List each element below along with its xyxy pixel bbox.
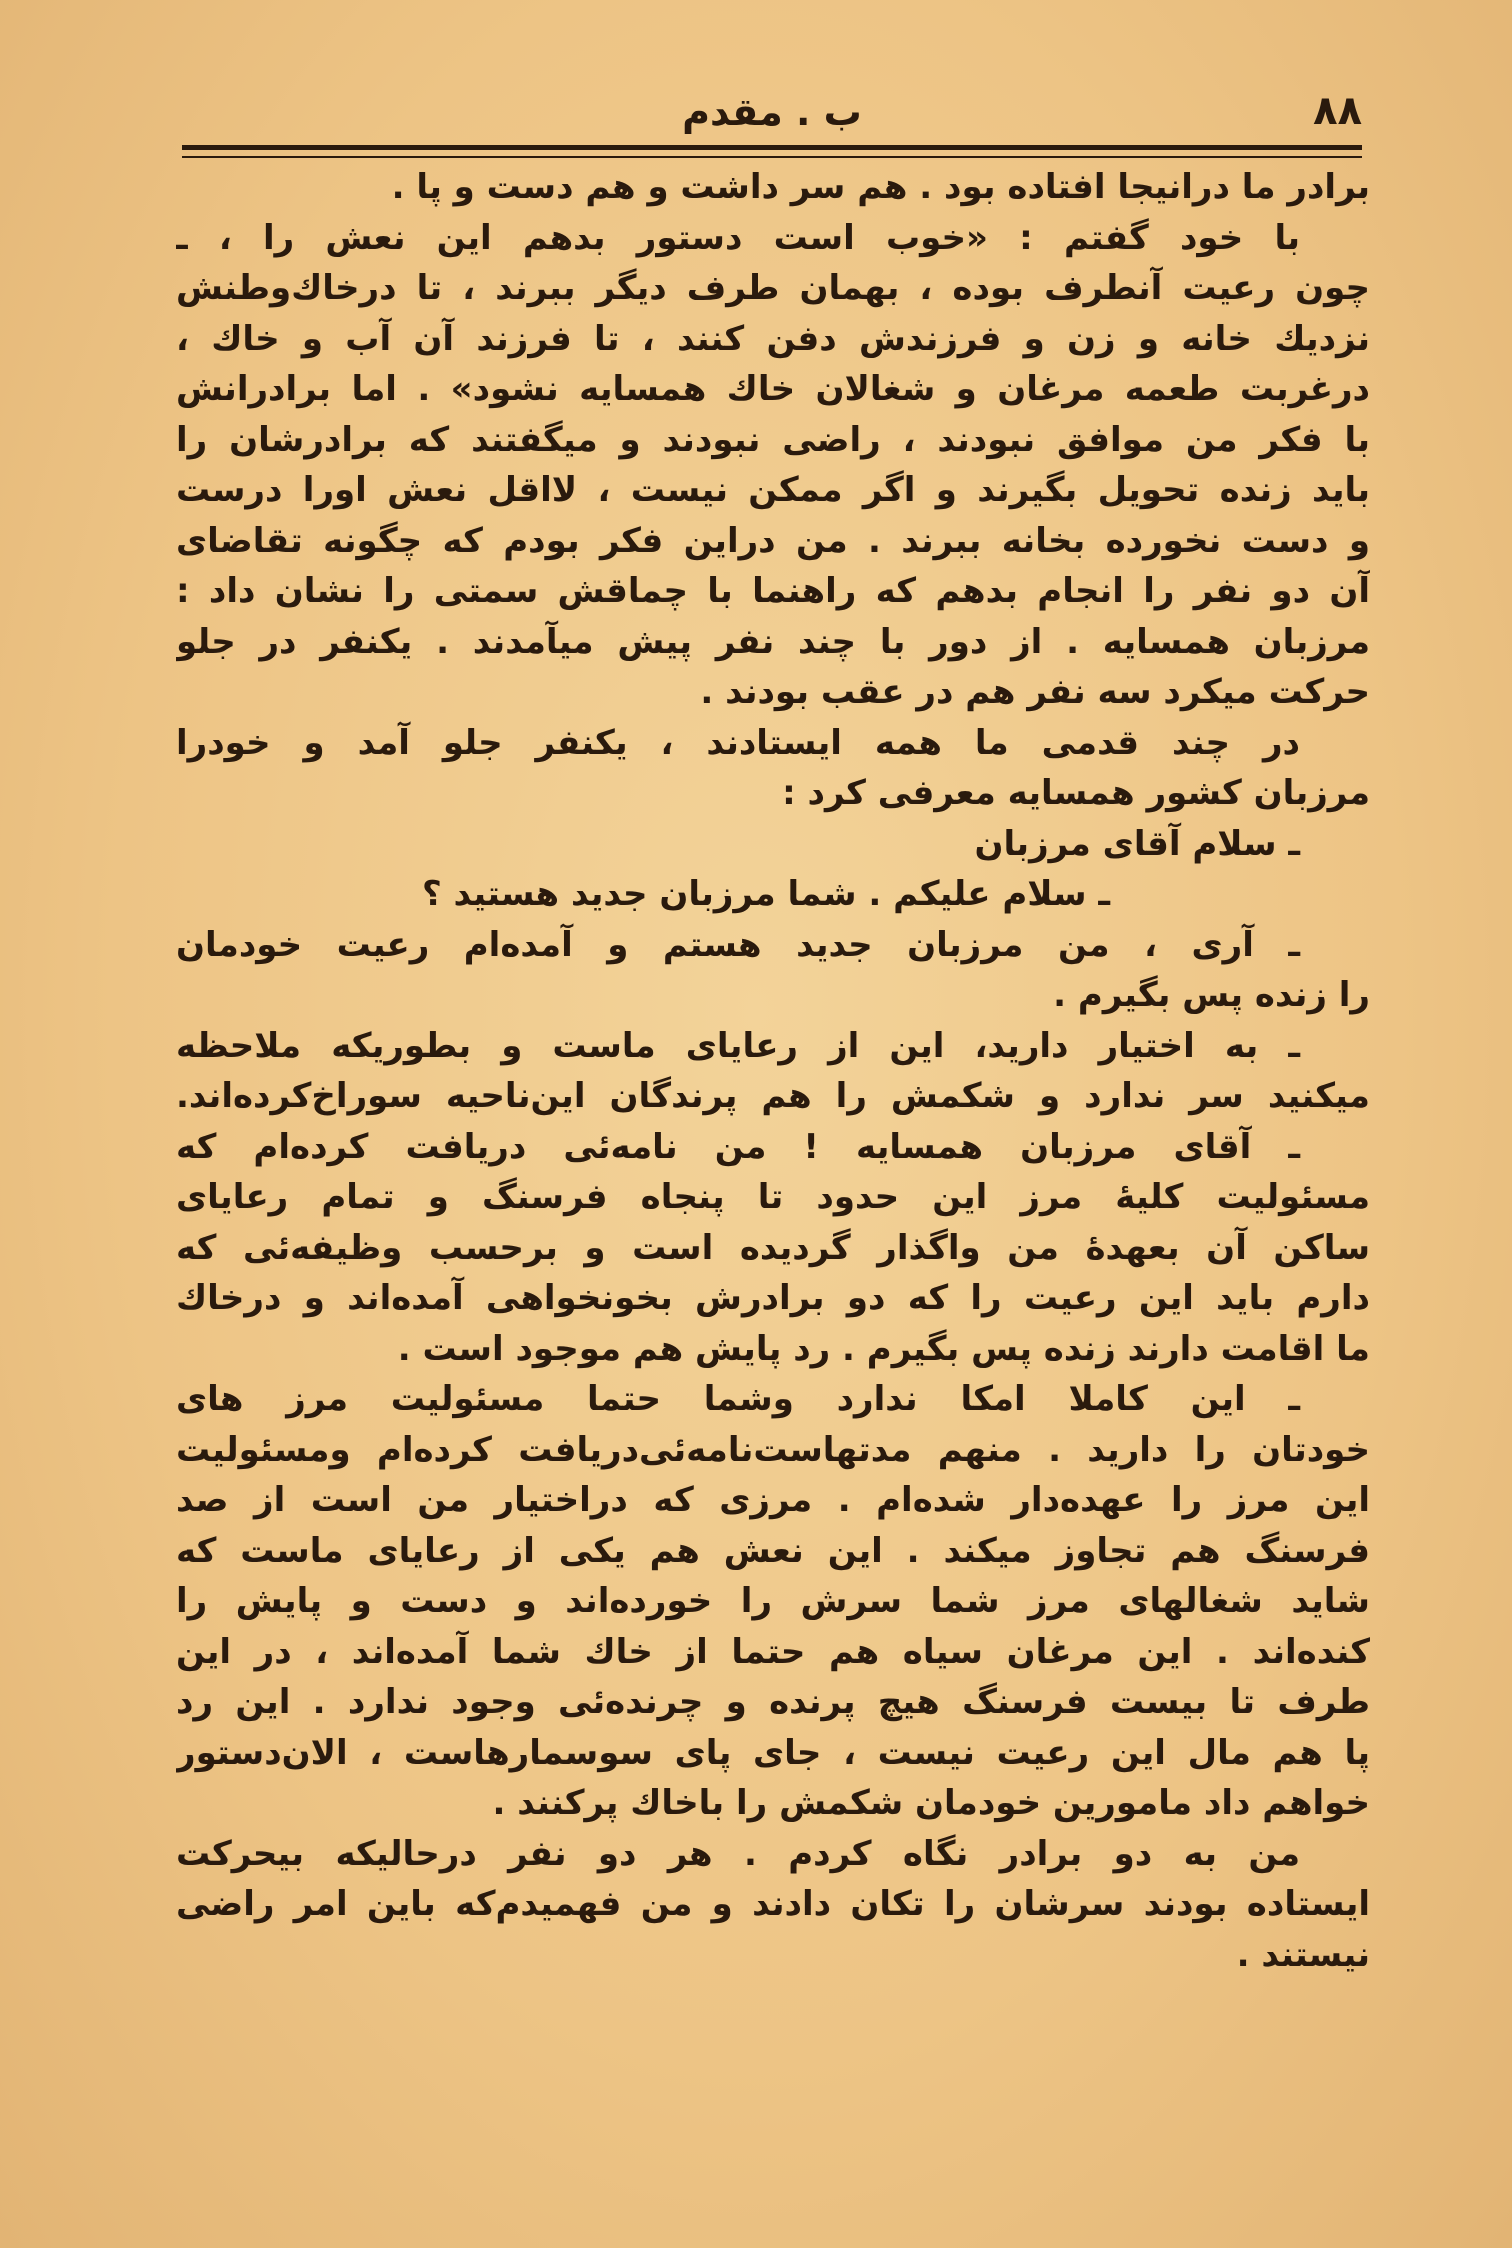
- text-line: ایستاده بودند سرشان را تکان دادند و من فهمیدم‌که باین امر راضی: [176, 1884, 1370, 1924]
- text-line: در چند قدمی ما همه ایستادند ، یکنفر جلو آمد و خودرا: [176, 722, 1300, 763]
- text-line: دارم باید این رعیت را که دو برادرش بخونخواهی آمده‌اند و درخاك: [176, 1278, 1370, 1318]
- text-line: شاید شغالهای مرز شما سرش را خورده‌اند و دست و پایش را: [176, 1581, 1370, 1621]
- text-line: را زنده پس بگیرم .: [1053, 975, 1370, 1015]
- text-line: ـ آری ، من مرزبان جدید هستم و آمده‌ام رعیت خودمان: [176, 924, 1300, 965]
- text-line: خواهم داد مامورین خودمان شکمش را باخاك پرکنند .: [492, 1783, 1370, 1823]
- page-header: [182, 88, 1362, 144]
- text-line: با خود گفتم : «خوب است دستور بدهم این نعش را ، ـ: [176, 217, 1300, 258]
- running-title: ب . مقدم: [682, 90, 862, 134]
- text-line: و دست نخورده بخانه ببرند . من دراین فکر بودم که چگونه تقاضای: [176, 520, 1370, 561]
- text-line: ـ این کاملا امکا ندارد وشما حتما مسئولیت مرز های: [176, 1379, 1300, 1419]
- header-rule-thick: [182, 145, 1362, 150]
- text-line: آن دو نفر را انجام بدهم که راهنما با چماقش سمتی را نشان داد :: [176, 571, 1370, 611]
- text-line: نزدیك خانه و زن و فرزندش دفن کنند ، تا فرزند آن آب و خاك ،: [176, 318, 1370, 359]
- text-line: طرف تا بیست فرسنگ هیچ پرنده و چرنده‌ئی وجود ندارد . این رد: [176, 1682, 1370, 1722]
- text-line: مسئولیت کلیهٔ مرز این حدود تا پنجاه فرسنگ و تمام رعایای: [176, 1177, 1370, 1217]
- text-line: من به دو برادر نگاه کردم . هر دو نفر درحالیکه بیحرکت: [176, 1833, 1300, 1874]
- body-text: [176, 162, 1370, 1980]
- text-line: برادر ما درانیجا افتاده بود . هم سر داشت و هم دست و پا .: [391, 167, 1370, 207]
- text-line: باید زنده تحویل بگیرند و اگر ممکن نیست ، لااقل نعش اورا درست: [176, 470, 1370, 510]
- text-line: ـ آقای مرزبان همسایه ! من نامه‌ئی دریافت کرده‌ام که: [176, 1126, 1300, 1167]
- text-line: درغربت طعمه مرغان و شغالان خاك همسایه نشود» . اما برادرانش: [176, 369, 1370, 409]
- text-line: کنده‌اند . این مرغان سیاه هم حتما از خاك شما آمده‌اند ، در این: [176, 1631, 1370, 1672]
- text-line: ـ سلام آقای مرزبان: [974, 823, 1300, 864]
- text-line: با فکر من موافق نبودند ، راضی نبودند و میگفتند که برادرشان را: [176, 419, 1370, 460]
- text-line: این مرز را عهده‌دار شده‌ام . مرزی که دراختیار من است از صد: [176, 1480, 1370, 1520]
- page-number: ۸۸: [1313, 88, 1362, 134]
- text-line: میکنید سر ندارد و شکمش را هم پرندگان این‌ناحیه سوراخ‌کرده‌اند.: [176, 1076, 1370, 1116]
- text-line: ـ به اختیار دارید، این از رعایای ماست و بطوریکه ملاحظه: [176, 1025, 1300, 1066]
- text-line: ـ سلام علیکم . شما مرزبان جدید هستید ؟: [422, 874, 1110, 914]
- text-line: خودتان را دارید . منهم مدتهاست‌نامه‌ئی‌دریافت کرده‌ام ومسئولیت: [176, 1429, 1370, 1470]
- text-line: مرزبان همسایه . از دور با چند نفر پیش میآمدند . یکنفر در جلو: [176, 621, 1370, 662]
- text-line: فرسنگ هم تجاوز میکند . این نعش هم یکی از رعایای ماست که: [176, 1530, 1370, 1571]
- text-line: حرکت میکرد سه نفر هم در عقب بودند .: [700, 672, 1370, 712]
- text-line: ما اقامت دارند زنده پس بگیرم . رد پایش هم موجود است .: [397, 1328, 1370, 1369]
- text-line: پا هم مال این رعیت نیست ، جای پای سوسمارهاست ، الان‌دستور: [176, 1732, 1370, 1773]
- text-line: ساکن آن بعهدهٔ من واگذار گردیده است و برحسب وظیفه‌ئی که: [176, 1227, 1370, 1268]
- text-line: مرزبان کشور همسایه معرفی کرد :: [782, 773, 1370, 813]
- header-rule-thin: [182, 156, 1362, 158]
- text-line: نیستند .: [1236, 1934, 1370, 1975]
- text-line: چون رعیت آنطرف بوده ، بهمان طرف دیگر ببرند ، تا درخاك‌وطنش: [176, 268, 1370, 308]
